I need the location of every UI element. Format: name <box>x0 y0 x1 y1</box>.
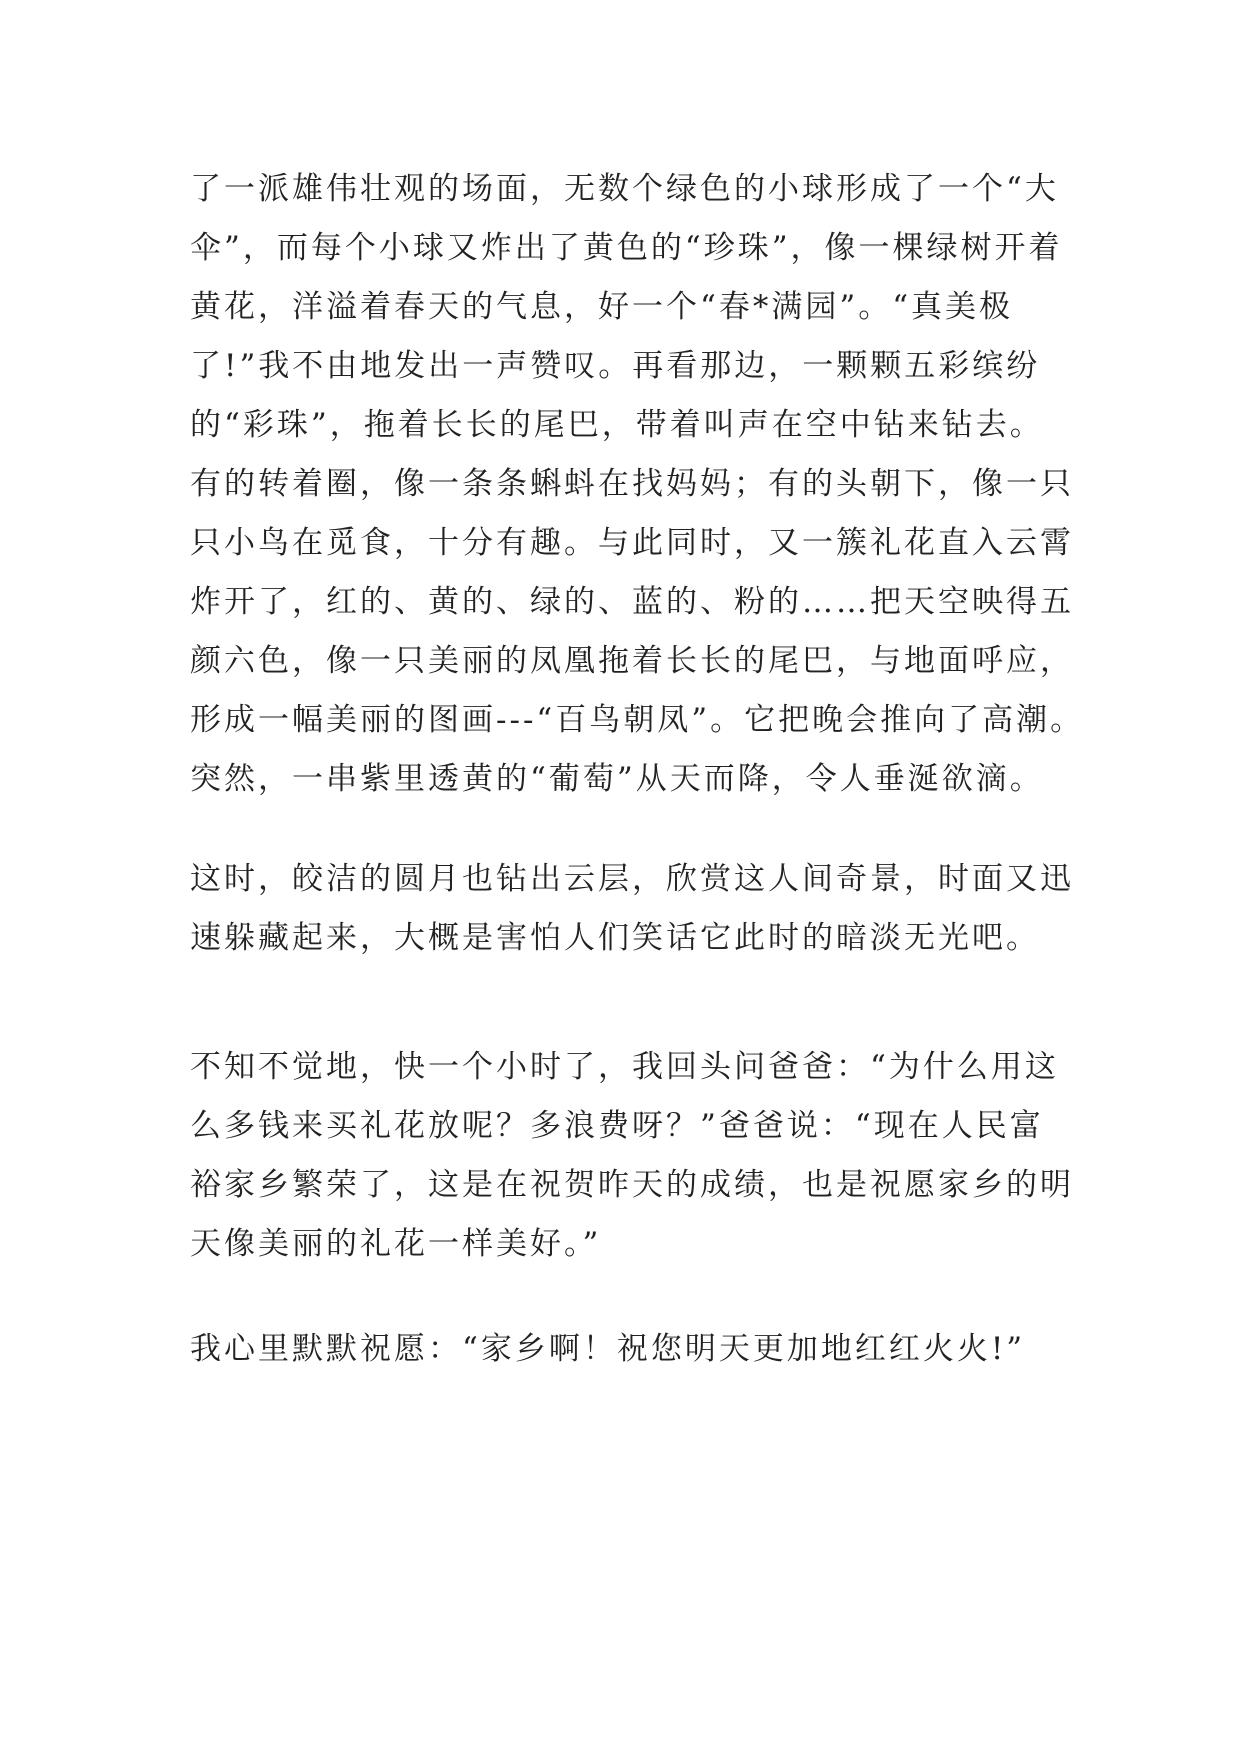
text-line: 伞”，而每个小球又炸出了黄色的“珍珠”，像一棵绿树开着 <box>190 230 1063 266</box>
paragraph-fireworks <box>190 160 1084 809</box>
text-line: 只小鸟在觅食，十分有趣。与此同时，又一簇礼花直入云霄 <box>190 525 1074 561</box>
text-line: 我心里默默祝愿：“家乡啊！祝您明天更加地红红火火!” <box>190 1331 1026 1367</box>
text-line: 有的转着圈，像一条条蝌蚪在找妈妈；有的头朝下，像一只 <box>190 466 1074 502</box>
text-line: 这时，皎洁的圆月也钻出云层，欣赏这人间奇景，时面又迅 <box>190 861 1074 897</box>
text-line: 裕家乡繁荣了，这是在祝贺昨天的成绩，也是祝愿家乡的明 <box>190 1167 1074 1203</box>
paragraph-moon <box>190 850 1074 968</box>
text-line: 了!”我不由地发出一声赞叹。再看那边，一颗颗五彩缤纷 <box>190 348 1041 384</box>
text-line: 了一派雄伟壮观的场面，无数个绿色的小球形成了一个“大 <box>190 171 1059 207</box>
text-line: 速躲藏起来，大概是害怕人们笑话它此时的暗淡无光吧。 <box>190 920 1040 956</box>
text-line: 突然，一串紫里透黄的“葡萄”从天而降，令人垂涎欲滴。 <box>190 761 1044 797</box>
paragraph-dialogue <box>190 1038 1074 1274</box>
text-line: 不知不觉地，快一个小时了，我回头问爸爸：“为什么用这 <box>190 1049 1059 1085</box>
text-line: 么多钱来买礼花放呢？多浪费呀？”爸爸说：“现在人民富 <box>190 1108 1044 1144</box>
text-line: 炸开了，红的、黄的、绿的、蓝的、粉的……把天空映得五 <box>190 584 1074 620</box>
text-line: 的“彩珠”，拖着长长的尾巴，带着叫声在空中钻来钻去。 <box>190 407 1044 443</box>
text-line: 形成一幅美丽的图画---“百鸟朝凤”。它把晚会推向了高潮。 <box>190 702 1085 738</box>
text-line: 天像美丽的礼花一样美好。” <box>190 1226 602 1262</box>
text-line: 黄花，洋溢着春天的气息，好一个“春*满园”。“真美极 <box>190 289 1014 325</box>
text-line: 颜六色，像一只美丽的凤凰拖着长长的尾巴，与地面呼应， <box>190 643 1074 679</box>
paragraph-wish <box>190 1320 1025 1379</box>
